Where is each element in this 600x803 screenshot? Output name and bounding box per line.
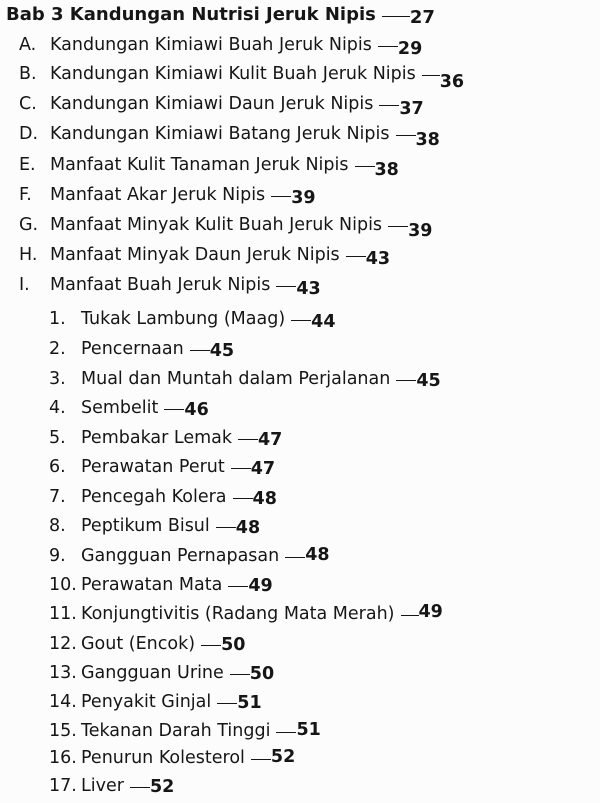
toc-subsection-13 — [49, 662, 274, 684]
toc-subsection-8 — [49, 515, 260, 537]
leader-line — [285, 557, 305, 558]
section-marker: D. — [19, 124, 39, 144]
subsection-page-number: 50 — [221, 635, 246, 655]
section-title: Kandungan Kimiawi Daun Jeruk Nipis — [50, 94, 374, 114]
toc-section-h — [19, 244, 391, 269]
leader-line — [422, 75, 440, 76]
subsection-title: Pencegah Kolera — [81, 487, 227, 507]
section-marker: F. — [19, 185, 32, 205]
leader-line — [190, 350, 210, 351]
subsection-marker: 13. — [49, 663, 77, 683]
section-title: Kandungan Kimiawi Buah Jeruk Nipis — [50, 35, 372, 55]
subsection-marker: 2. — [49, 339, 66, 359]
toc-section-f — [19, 184, 316, 206]
leader-line — [396, 380, 416, 381]
section-page-number: 36 — [439, 72, 465, 92]
subsection-marker: 5. — [49, 428, 66, 448]
toc-subsection-14 — [49, 691, 262, 713]
subsection-marker: 15. — [49, 721, 77, 741]
section-page-number: 43 — [365, 249, 391, 269]
subsection-title: Sembelit — [81, 398, 159, 418]
section-page-number: 38 — [374, 160, 399, 180]
subsection-title: Mual dan Muntah dalam Perjalanan — [81, 369, 391, 389]
section-marker: H. — [19, 245, 38, 265]
subsection-marker: 11. — [49, 604, 77, 624]
subsection-page-number: 45 — [209, 341, 235, 361]
leader-line — [271, 196, 291, 197]
subsection-title: Gangguan Urine — [81, 663, 224, 683]
toc-subsection-4 — [49, 397, 209, 419]
leader-line — [382, 16, 410, 17]
subsection-page-number: 50 — [249, 664, 275, 684]
section-marker: G. — [19, 215, 39, 235]
toc-subsection-9 — [49, 545, 330, 567]
leader-line — [216, 527, 236, 528]
section-title: Manfaat Buah Jeruk Nipis — [50, 275, 271, 295]
leader-line — [230, 674, 250, 675]
toc-subsection-5 — [49, 427, 282, 449]
toc-subsection-7 — [49, 486, 277, 508]
leader-line — [201, 645, 221, 646]
toc-section-a — [19, 34, 423, 59]
subsection-marker: 10. — [49, 575, 77, 595]
section-title: Kandungan Kimiawi Batang Jeruk Nipis — [50, 124, 390, 144]
subsection-title: Perawatan Perut — [81, 457, 225, 477]
subsection-marker: 12. — [49, 634, 77, 654]
leader-line — [388, 226, 408, 227]
toc-subsection-15 — [49, 720, 321, 742]
leader-line — [228, 586, 248, 587]
leader-line — [238, 439, 258, 440]
chapter-heading — [6, 4, 435, 26]
leader-line — [291, 320, 311, 321]
toc-section-e — [19, 154, 399, 180]
chapter-page-number: 27 — [409, 7, 435, 28]
toc-subsection-10 — [49, 574, 273, 596]
section-page-number: 29 — [397, 39, 423, 59]
leader-line — [378, 46, 398, 47]
subsection-marker: 4. — [49, 398, 66, 418]
subsection-page-number: 44 — [311, 312, 336, 332]
toc-section-d — [19, 123, 440, 150]
subsection-marker: 3. — [49, 369, 66, 389]
toc-subsection-11 — [49, 603, 443, 625]
leader-line — [130, 787, 150, 788]
leader-line — [355, 166, 375, 167]
section-title: Manfaat Minyak Daun Jeruk Nipis — [50, 245, 340, 265]
section-title: Manfaat Kulit Tanaman Jeruk Nipis — [50, 155, 349, 175]
subsection-page-number: 48 — [252, 489, 277, 509]
section-marker: A. — [19, 35, 37, 55]
leader-line — [231, 468, 251, 469]
leader-line — [251, 759, 271, 760]
toc-subsection-6 — [49, 456, 275, 478]
leader-line — [396, 135, 416, 136]
subsection-page-number: 49 — [418, 602, 443, 622]
subsection-marker: 1. — [49, 309, 66, 329]
subsection-title: Penyakit Ginjal — [81, 692, 212, 712]
subsection-page-number: 51 — [237, 693, 262, 713]
leader-line — [379, 105, 399, 106]
toc-subsection-1 — [49, 308, 336, 330]
leader-line — [346, 256, 366, 257]
toc-subsection-12 — [49, 633, 245, 655]
subsection-marker: 14. — [49, 692, 77, 712]
subsection-marker: 9. — [49, 546, 66, 566]
subsection-page-number: 52 — [149, 777, 175, 797]
subsection-page-number: 46 — [184, 400, 209, 420]
section-page-number: 39 — [291, 188, 316, 208]
toc-section-b — [19, 63, 465, 92]
section-marker: I. — [19, 275, 30, 295]
subsection-title: Pembakar Lemak — [81, 428, 232, 448]
leader-line — [233, 498, 253, 499]
subsection-marker: 6. — [49, 457, 66, 477]
section-page-number: 43 — [296, 279, 321, 299]
subsection-page-number: 47 — [250, 459, 276, 479]
section-title: Manfaat Akar Jeruk Nipis — [50, 185, 266, 205]
subsection-page-number: 49 — [248, 576, 273, 596]
subsection-title: Tukak Lambung (Maag) — [81, 309, 286, 329]
section-title: Manfaat Minyak Kulit Buah Jeruk Nipis — [50, 215, 383, 235]
subsection-title: Pencernaan — [81, 339, 184, 359]
subsection-title: Tekanan Darah Tinggi — [81, 721, 271, 741]
subsection-marker: 16. — [49, 748, 77, 768]
subsection-marker: 17. — [49, 776, 77, 796]
subsection-title: Peptikum Bisul — [81, 516, 210, 536]
subsection-page-number: 51 — [296, 720, 321, 740]
toc-subsection-2 — [49, 338, 234, 360]
chapter-title: Bab 3 Kandungan Nutrisi Jeruk Nipis — [6, 4, 376, 25]
section-marker: B. — [19, 64, 37, 84]
leader-line — [164, 409, 184, 410]
subsection-page-number: 48 — [305, 545, 330, 565]
section-page-number: 39 — [408, 221, 433, 241]
toc-section-i — [19, 274, 321, 299]
leader-line — [276, 732, 296, 733]
leader-line — [276, 286, 296, 287]
subsection-page-number: 45 — [416, 371, 441, 391]
subsection-page-number: 47 — [258, 430, 283, 450]
leader-line — [217, 703, 237, 704]
toc-subsection-3 — [49, 368, 441, 390]
subsection-title: Gout (Encok) — [81, 634, 196, 654]
section-page-number: 37 — [399, 99, 424, 119]
subsection-title: Liver — [81, 776, 124, 796]
section-page-number: 38 — [415, 130, 440, 150]
subsection-page-number: 48 — [235, 518, 261, 538]
toc-subsection-17 — [49, 775, 174, 797]
toc-section-c — [19, 93, 424, 119]
toc-subsection-16 — [49, 747, 295, 769]
subsection-page-number: 52 — [270, 747, 296, 767]
section-title: Kandungan Kimiawi Kulit Buah Jeruk Nipis — [50, 64, 416, 84]
subsection-title: Konjungtivitis (Radang Mata Merah) — [81, 604, 395, 624]
subsection-title: Gangguan Pernapasan — [81, 546, 280, 566]
section-marker: C. — [19, 94, 37, 114]
section-marker: E. — [19, 155, 36, 175]
subsection-marker: 7. — [49, 487, 66, 507]
leader-line — [401, 615, 419, 616]
subsection-marker: 8. — [49, 516, 66, 536]
toc-section-g — [19, 214, 433, 241]
subsection-title: Perawatan Mata — [81, 575, 223, 595]
subsection-title: Penurun Kolesterol — [81, 748, 245, 768]
